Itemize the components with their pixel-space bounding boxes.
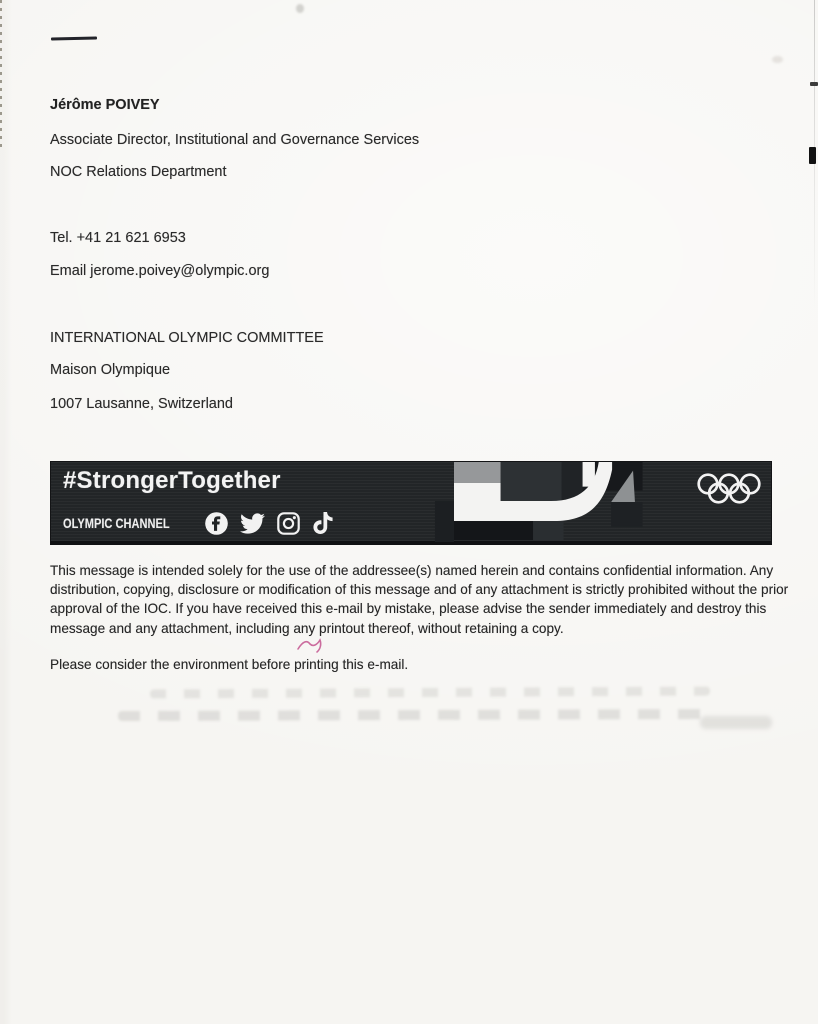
organization-city: 1007 Lausanne, Switzerland bbox=[50, 396, 233, 412]
stronger-together-banner bbox=[50, 461, 772, 545]
handwritten-pen-squiggle bbox=[296, 636, 328, 658]
olympic-rings-icon bbox=[695, 471, 763, 509]
bleed-through-smudge bbox=[118, 709, 718, 721]
scan-speck-right bbox=[772, 56, 783, 63]
organization-building: Maison Olympique bbox=[50, 362, 171, 378]
sender-name: Jérôme POIVEY bbox=[50, 97, 160, 113]
bleed-through-smudge bbox=[150, 687, 710, 699]
disclaimer-line: This message is intended solely for the use of the addressee(s) named herein and contains confidential information. Any bbox=[50, 563, 774, 578]
disclaimer-line: distribution, copying, disclosure or modification of this message and of any attachment is strictly prohibited without the prior bbox=[50, 582, 789, 597]
organization-name: INTERNATIONAL OLYMPIC COMMITTEE bbox=[50, 330, 324, 346]
disclaimer-line: approval of the IOC. If you have received this e-mail by mistake, please advise the sender immediately and destroy this bbox=[50, 601, 767, 616]
sender-title: Associate Director, Institutional and Governance Services bbox=[50, 132, 420, 148]
scan-mark-right-small bbox=[810, 82, 818, 86]
facebook-icon bbox=[204, 511, 229, 536]
sender-telephone: Tel. +41 21 621 6953 bbox=[50, 230, 186, 246]
olympic-channel-row bbox=[63, 508, 334, 538]
disclaimer-line: message and any attachment, including any printout thereof, without retaining a copy. bbox=[50, 621, 564, 636]
scan-edge-artifact-left bbox=[0, 0, 2, 148]
twitter-icon bbox=[240, 511, 265, 536]
banner-mosaic-graphic bbox=[429, 462, 679, 542]
bleed-through-smudge bbox=[700, 716, 772, 729]
scan-speck-top bbox=[296, 4, 304, 13]
environment-note: Please consider the environment before printing this e-mail. bbox=[50, 657, 409, 672]
signature-divider-line bbox=[51, 37, 97, 41]
scan-mark-right-large bbox=[809, 147, 816, 164]
olympic-channel-label: OLYMPIC CHANNEL bbox=[63, 515, 170, 531]
sender-email: Email jerome.poivey@olympic.org bbox=[50, 263, 270, 279]
sender-department: NOC Relations Department bbox=[50, 164, 227, 180]
tiktok-icon bbox=[312, 511, 334, 535]
banner-hashtag: #StrongerTogether bbox=[63, 467, 281, 494]
instagram-icon bbox=[276, 511, 301, 536]
